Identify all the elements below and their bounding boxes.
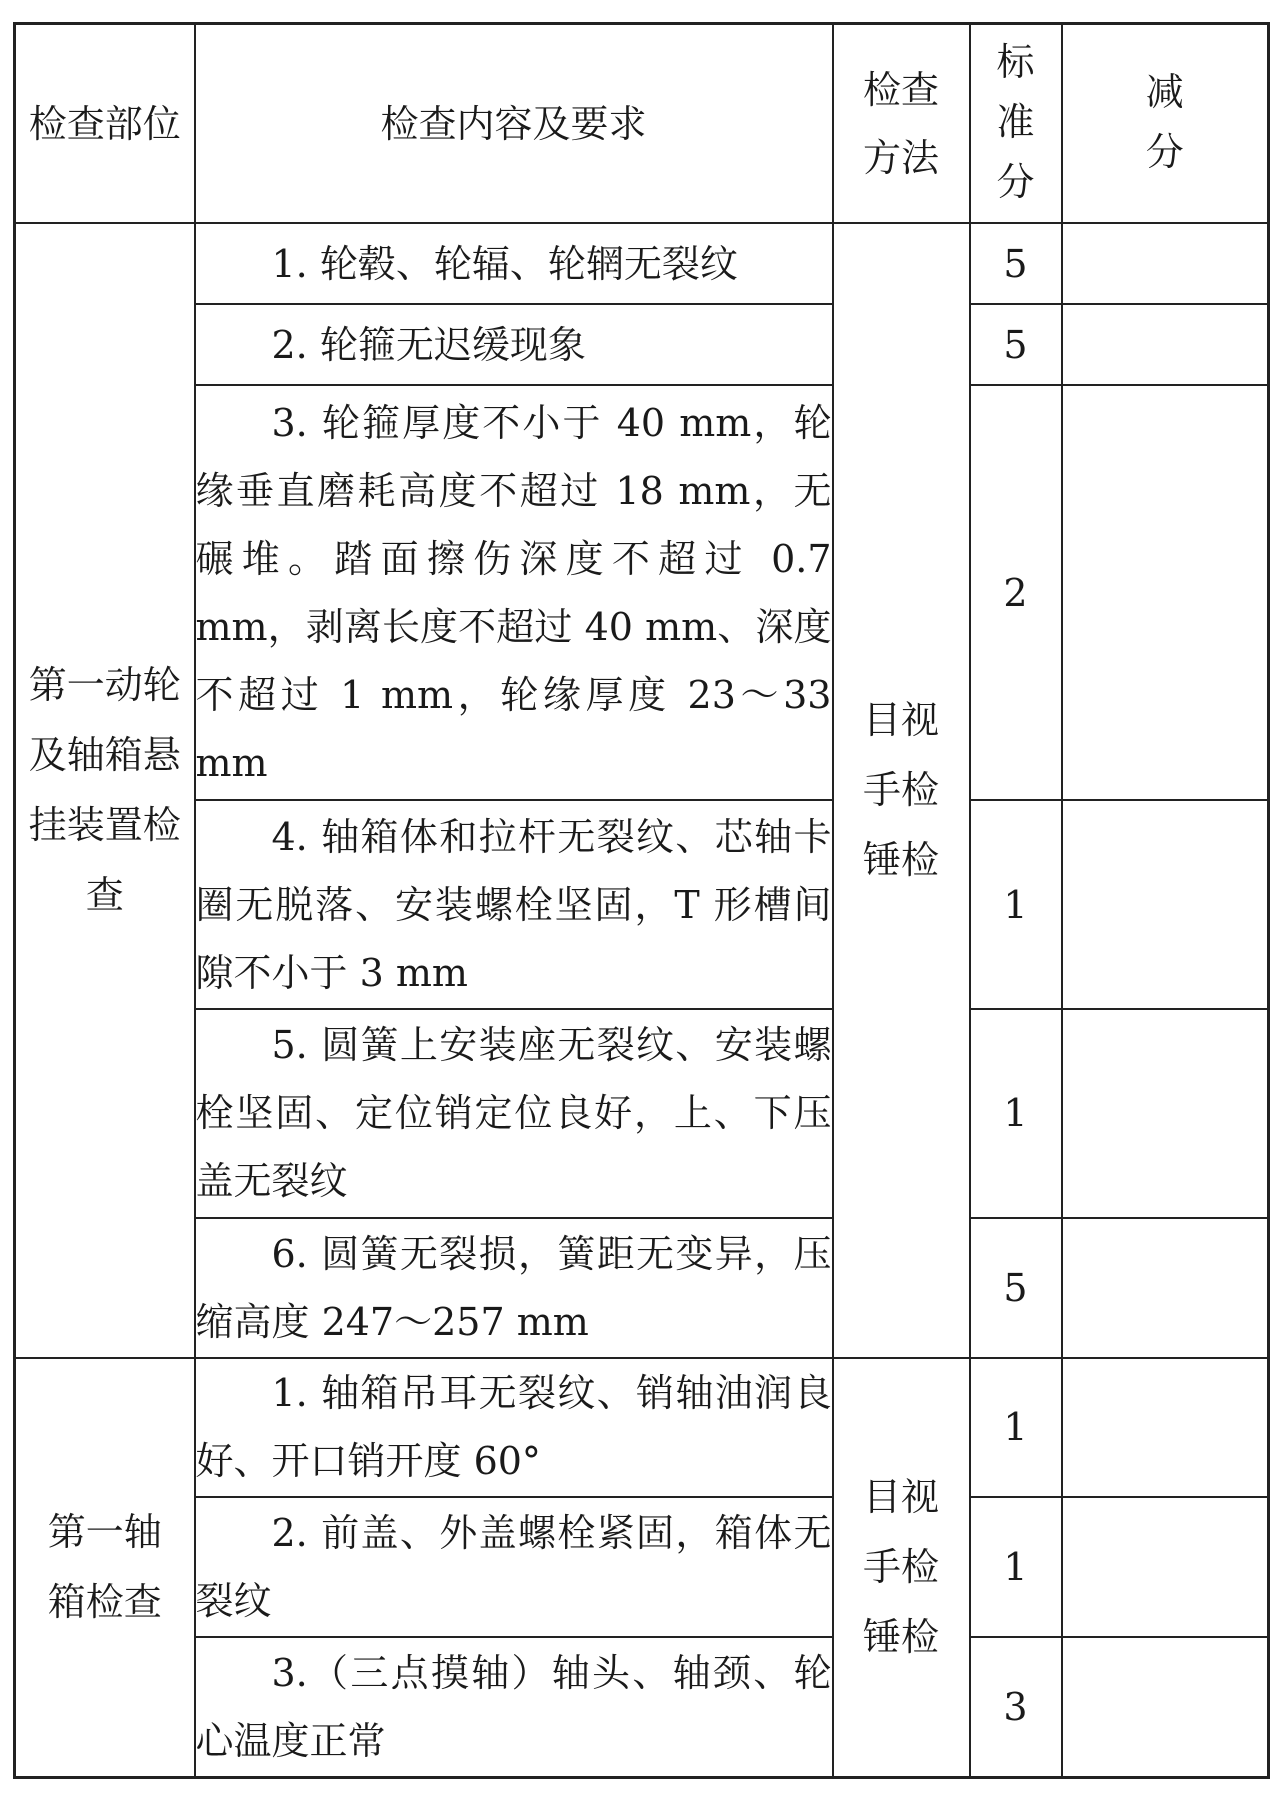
inspection-table (13, 22, 1270, 1779)
deduction-cell[interactable] (1062, 304, 1269, 385)
table-row (15, 385, 1269, 800)
header-standard-score: 标准分 (970, 24, 1062, 224)
section-part: 第一动轮及轴箱悬挂装置检查 (15, 223, 195, 1358)
table-row (15, 1358, 1269, 1498)
table-row (15, 1218, 1269, 1358)
requirement-text: 2. 前盖、外盖螺栓紧固，箱体无裂纹 (195, 1497, 833, 1637)
deduction-cell[interactable] (1062, 1009, 1269, 1218)
deduction-cell[interactable] (1062, 1218, 1269, 1358)
header-row (15, 24, 1269, 224)
header-content: 检查内容及要求 (195, 24, 833, 224)
table-row (15, 1637, 1269, 1777)
standard-score: 1 (970, 1009, 1062, 1218)
table-row (15, 304, 1269, 385)
standard-score: 2 (970, 385, 1062, 800)
requirement-text: 3.（三点摸轴）轴头、轴颈、轮心温度正常 (195, 1637, 833, 1777)
table-row (15, 223, 1269, 304)
requirement-text: 1. 轮毂、轮辐、轮辋无裂纹 (195, 223, 833, 304)
standard-score: 1 (970, 1358, 1062, 1498)
deduction-cell[interactable] (1062, 223, 1269, 304)
standard-score: 5 (970, 304, 1062, 385)
standard-score: 5 (970, 223, 1062, 304)
requirement-text: 2. 轮箍无迟缓现象 (195, 304, 833, 385)
header-method: 检查方法 (833, 24, 970, 224)
standard-score: 1 (970, 800, 1062, 1009)
deduction-cell[interactable] (1062, 1497, 1269, 1637)
table-row (15, 1009, 1269, 1218)
requirement-text: 1. 轴箱吊耳无裂纹、销轴油润良好、开口销开度 60° (195, 1358, 833, 1498)
deduction-cell[interactable] (1062, 1358, 1269, 1498)
section-part: 第一轴箱检查 (15, 1358, 195, 1778)
requirement-text: 4. 轴箱体和拉杆无裂纹、芯轴卡圈无脱落、安装螺栓坚固，T 形槽间隙不小于 3 mm (195, 800, 833, 1009)
standard-score: 1 (970, 1497, 1062, 1637)
header-deduction: 减分 (1062, 24, 1269, 224)
deduction-cell[interactable] (1062, 800, 1269, 1009)
section-method: 目视手检锤检 (833, 223, 970, 1358)
standard-score: 3 (970, 1637, 1062, 1777)
table-row (15, 1497, 1269, 1637)
deduction-cell[interactable] (1062, 385, 1269, 800)
section-method: 目视手检锤检 (833, 1358, 970, 1778)
requirement-text: 6. 圆簧无裂损，簧距无变异，压缩高度 247～257 mm (195, 1218, 833, 1358)
header-part: 检查部位 (15, 24, 195, 224)
deduction-cell[interactable] (1062, 1637, 1269, 1777)
requirement-text: 3. 轮箍厚度不小于 40 mm，轮缘垂直磨耗高度不超过 18 mm，无碾堆。踏面擦伤深度不超过 0.7 mm，剥离长度不超过 40 mm、深度不超过 1 mm，轮缘厚度 23～33 mm (195, 385, 833, 800)
standard-score: 5 (970, 1218, 1062, 1358)
table-row (15, 800, 1269, 1009)
requirement-text: 5. 圆簧上安装座无裂纹、安装螺栓坚固、定位销定位良好，上、下压盖无裂纹 (195, 1009, 833, 1218)
